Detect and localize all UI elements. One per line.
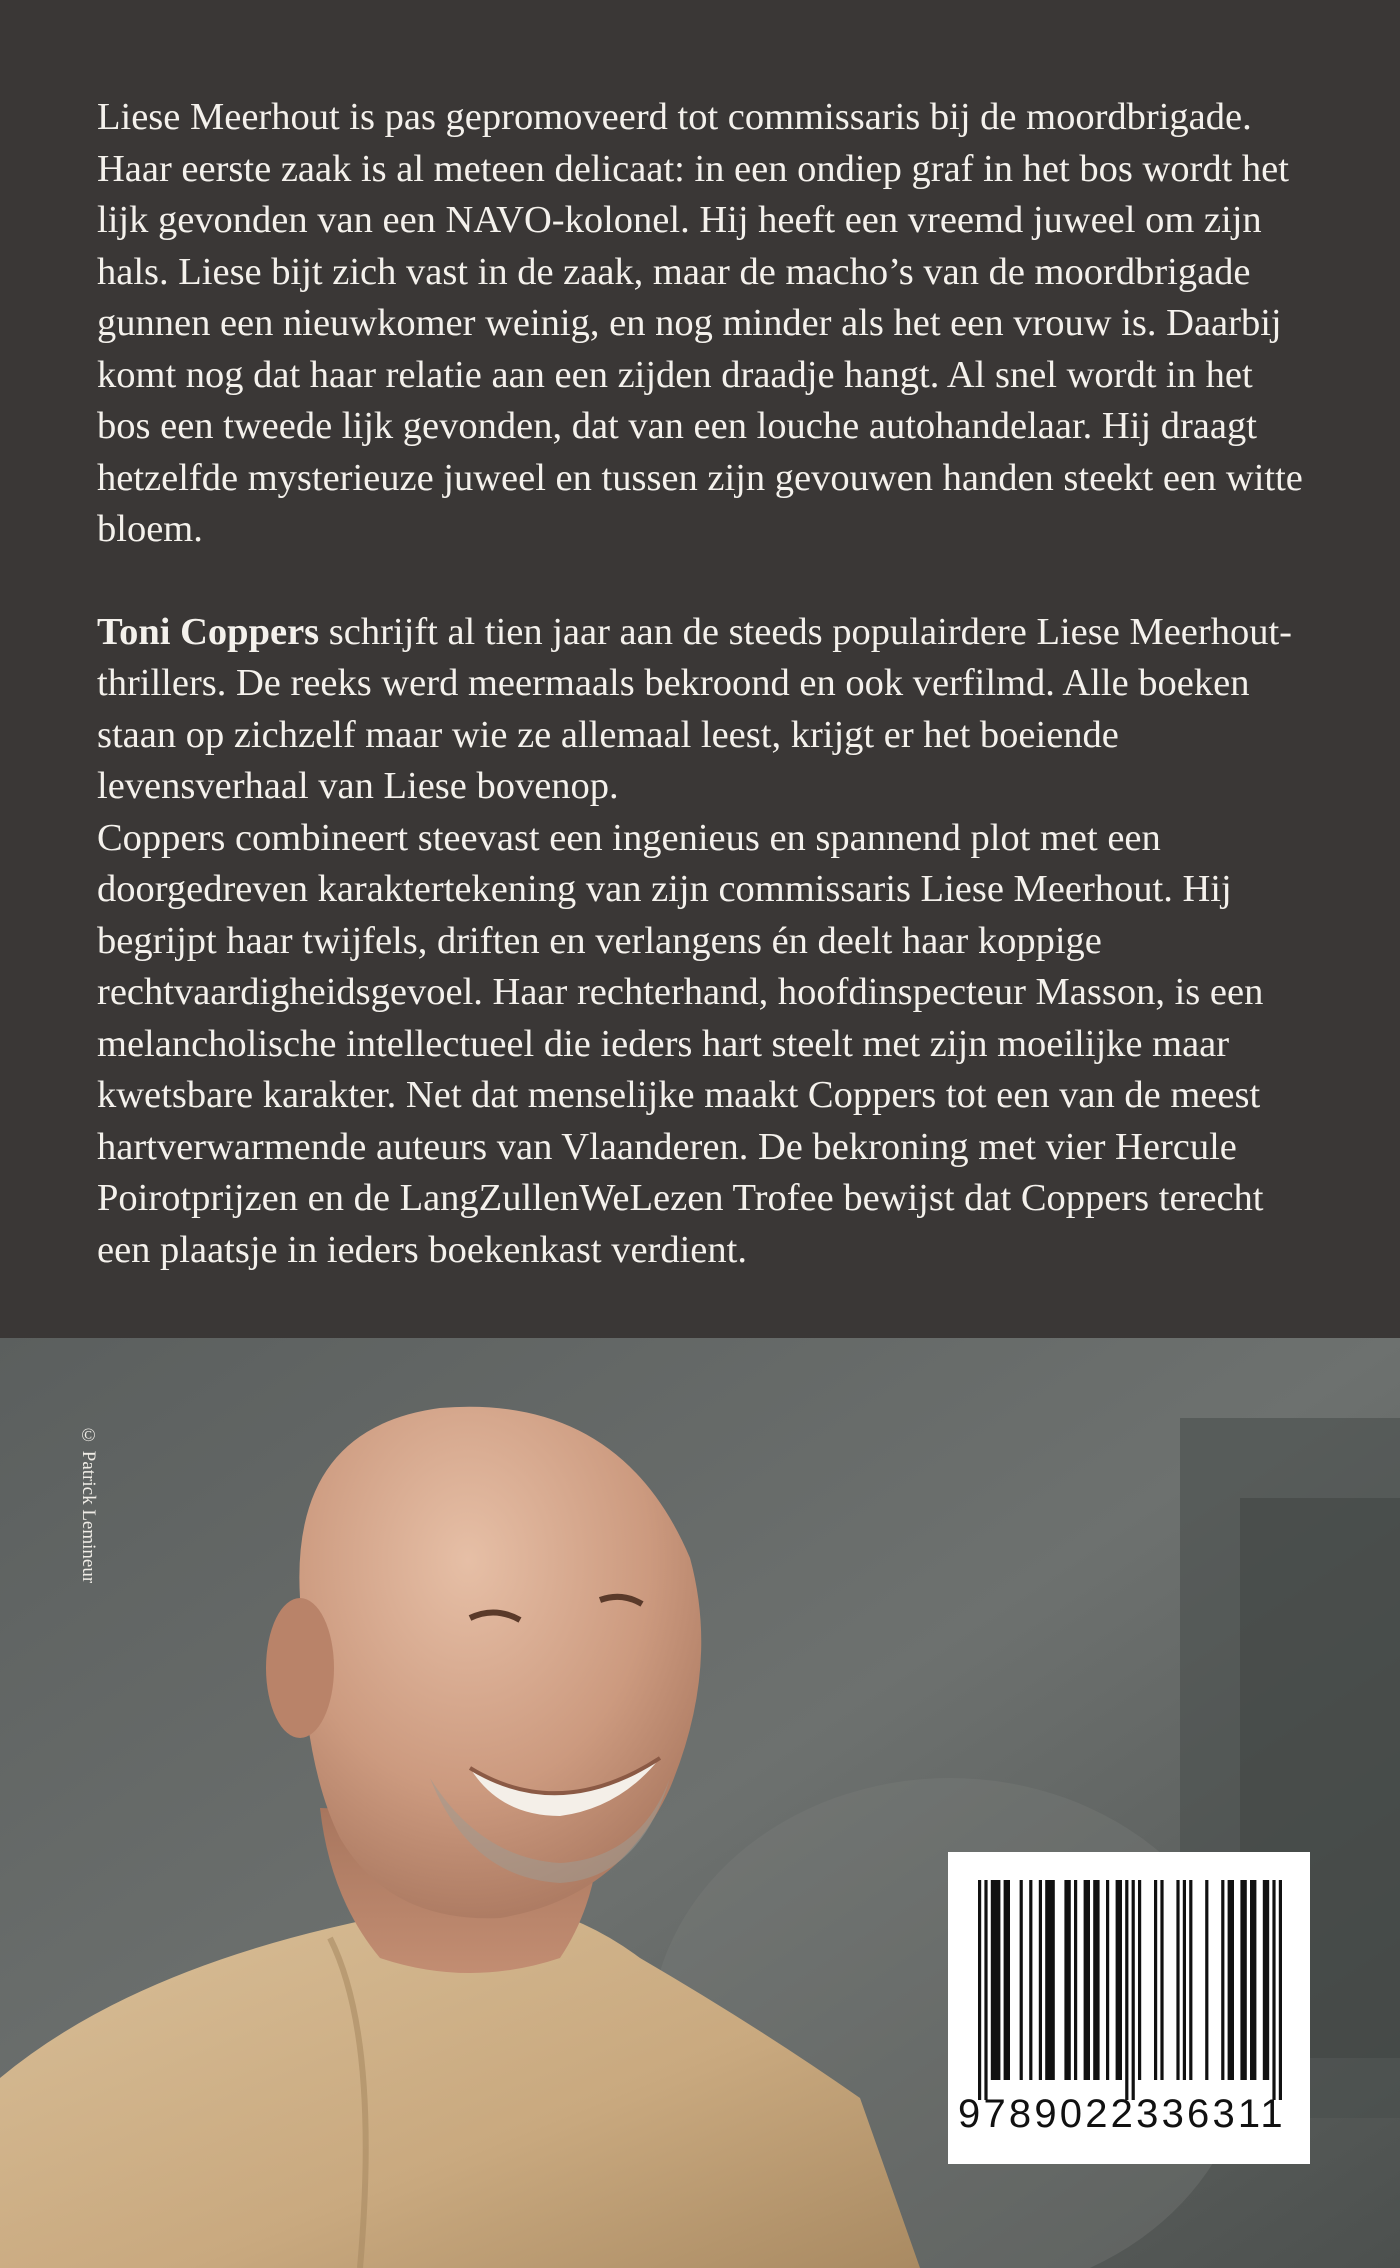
barcode-bar — [1205, 1880, 1208, 2080]
barcode-bar — [1074, 1880, 1077, 2080]
barcode-bar — [984, 1880, 987, 2100]
isbn-number: 9789022336311 — [958, 2092, 1286, 2136]
barcode-bar — [1125, 1880, 1128, 2100]
blurb — [97, 92, 1312, 1276]
barcode-bar — [1084, 1880, 1090, 2080]
barcode-bar — [1221, 1880, 1224, 2080]
barcode — [948, 1852, 1310, 2164]
barcode-bar — [1250, 1880, 1256, 2080]
barcode-bar — [1176, 1880, 1179, 2080]
barcode-bar — [1138, 1880, 1141, 2080]
barcode-bar — [991, 1880, 1001, 2080]
barcode-bar — [1093, 1880, 1099, 2080]
barcode-bar — [1160, 1880, 1163, 2080]
barcode-bar — [1279, 1880, 1282, 2100]
author-name: Toni Coppers — [97, 610, 320, 653]
barcode-bar — [978, 1880, 981, 2100]
author-bio-text: schrijft al tien jaar aan de steeds populairdere Liese Meerhout-thrillers. De reeks werd meermaals bekroond en ook verfilmd. Alle boeken staan op zichzelf maar wie ze allemaal leest, krijgt er het boeiende levensverhaal van Liese bovenop. — [97, 610, 1292, 807]
author-bio-continued: Coppers combineert steevast een ingenieus en spannend plot met een doorgedreven karaktertekening van zijn commissaris Liese Meerhout. Hij begrijpt haar twijfels, driften en verlangens én deelt haar koppige rechtvaardigheidsgevoel. Haar rechterhand, hoofdinspecteur Masson, is een melancholische intellectueel die ieders hart steelt met zijn moeilijke maar kwetsbare karakter. Net dat menselijke maakt Coppers tot een van de meest hartverwarmende auteurs van Vlaanderen. De bekroning met vier Hercule Poirotprijzen en de LangZullenWeLezen Trofee bewijst dat Coppers terecht een plaatsje in ieders boekenkast verdient. — [97, 816, 1264, 1271]
barcode-bar — [1154, 1880, 1157, 2080]
barcode-bar — [1106, 1880, 1109, 2080]
barcode-bar — [1116, 1880, 1122, 2080]
author-bio-paragraph — [97, 607, 1312, 813]
barcode-bar — [1272, 1880, 1275, 2100]
barcode-bar — [1189, 1880, 1192, 2080]
barcode-bar — [1132, 1880, 1135, 2100]
barcode-bar — [1240, 1880, 1246, 2080]
barcode-bar — [1039, 1880, 1042, 2080]
barcode-bar — [1020, 1880, 1023, 2080]
photo-credit: © Patrick Lemineur — [78, 1425, 99, 1584]
synopsis-paragraph: Liese Meerhout is pas gepromoveerd tot commissaris bij de moordbrigade. Haar eerste zaak is al meteen delicaat: in een ondiep graf in het bos wordt het lijk gevonden van een NAVO-kolonel. Hij heeft een vreemd juweel om zijn hals. Liese bijt zich vast in de zaak, maar de macho’s van de moordbrigade gunnen een nieuwkomer weinig, en nog minder als het een vrouw is. Daarbij komt nog dat haar relatie aan een zijden draadje hangt. Al snel wordt in het bos een tweede lijk gevonden, dat van een louche autohandelaar. Hij draagt hetzelfde mysterieuze juweel en tussen zijn gevouwen handen steekt een witte bloem. — [97, 96, 1303, 550]
barcode-bar — [1004, 1880, 1010, 2080]
barcode-bar — [1263, 1880, 1269, 2080]
barcode-bar — [1183, 1880, 1186, 2080]
barcode-bar — [1228, 1880, 1234, 2080]
barcode-bar — [1045, 1880, 1055, 2080]
barcode-bar — [1029, 1880, 1032, 2080]
barcode-bar — [1064, 1880, 1070, 2080]
